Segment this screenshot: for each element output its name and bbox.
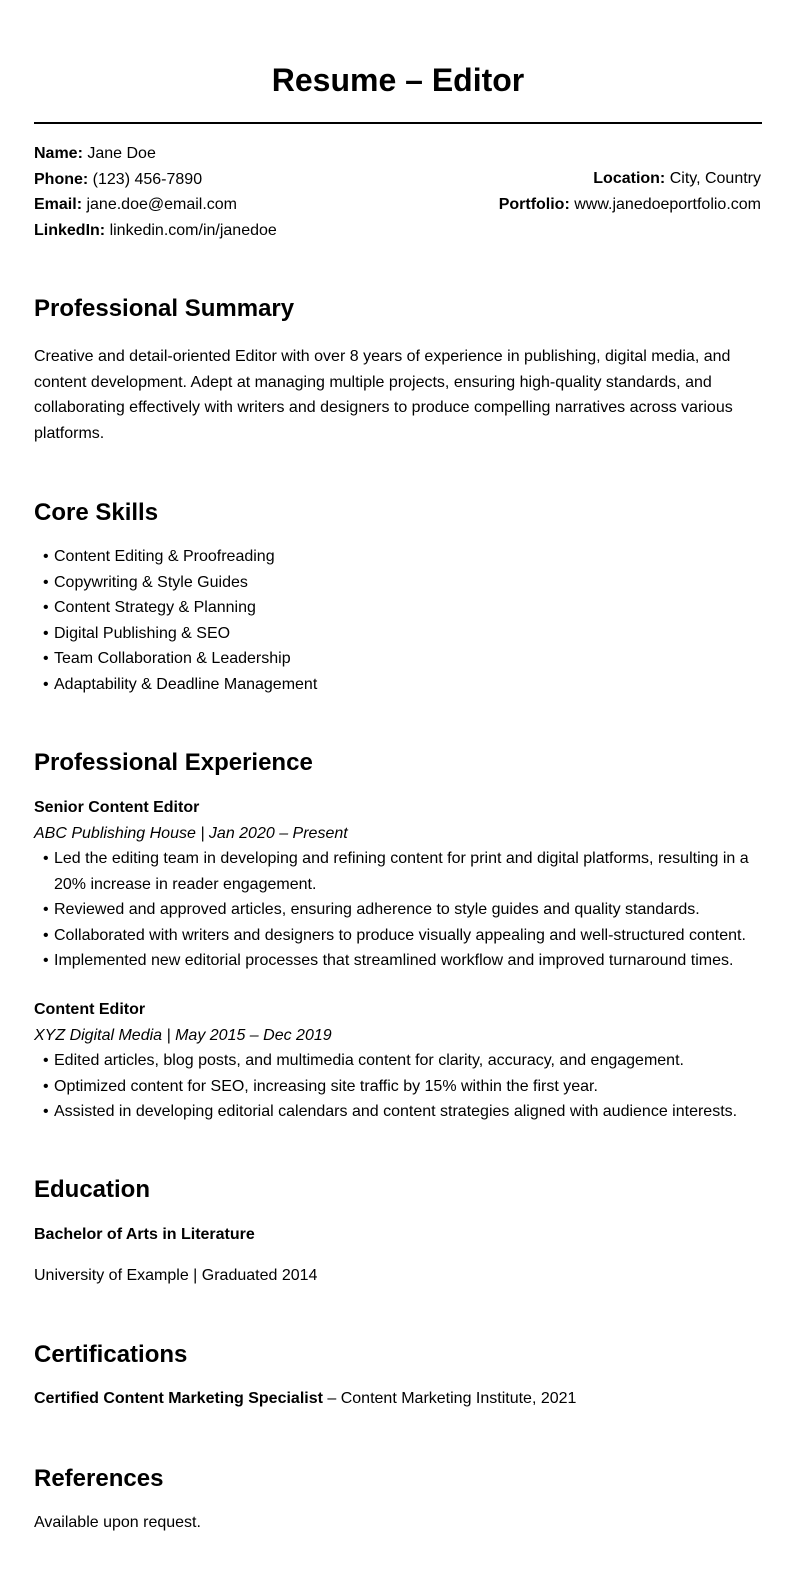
contact-location <box>401 166 761 192</box>
skills-heading: Core Skills <box>34 499 159 526</box>
education-school-block <box>34 1263 764 1289</box>
skill-item: • Digital Publishing & SEO <box>34 621 764 647</box>
education-degree: Bachelor of Arts in Literature <box>34 1226 255 1243</box>
location-value: City, Country <box>669 170 761 187</box>
contact-name <box>34 141 394 167</box>
phone-value: (123) 456-7890 <box>92 170 203 188</box>
job-bullet: • Edited articles, blog posts, and multimedia content for clarity, accuracy, and engagement. <box>34 1048 764 1074</box>
job-bullet: • Collaborated with writers and designers to produce visually appealing and well-structured content. <box>34 923 764 949</box>
linkedin-value: linkedin.com/in/janedoe <box>109 221 277 239</box>
summary-section <box>34 344 764 446</box>
job-bullet: • Reviewed and approved articles, ensuring adherence to style guides and quality standards. <box>34 897 764 923</box>
job-bullet: • Assisted in developing editorial calendars and content strategies aligned with audience interests. <box>34 1099 764 1125</box>
summary-text: Creative and detail-oriented Editor with over 8 years of experience in publishing, digital media, and content development. Adept at managing multiple projects, ensuring high-quality standards, and collaborating effectively with writers and designers to produce compelling narratives across various platforms. <box>34 348 733 442</box>
job-title: Senior Content Editor <box>34 799 200 816</box>
title-divider <box>34 122 762 124</box>
job-title: Content Editor <box>34 1001 146 1018</box>
references-heading: References <box>34 1465 164 1492</box>
name-label: Name: <box>34 145 83 162</box>
skills-section <box>34 544 764 697</box>
contact-right <box>401 166 761 217</box>
contact-left <box>34 141 394 243</box>
job-meta: XYZ Digital Media | May 2015 – Dec 2019 <box>34 1026 332 1044</box>
job-bullets <box>34 846 764 974</box>
email-value: jane.doe@email.com <box>86 196 238 213</box>
certification-name: Certified Content Marketing Specialist <box>34 1390 323 1407</box>
location-label: Location: <box>593 170 666 187</box>
references-text: Available upon request. <box>34 1514 201 1531</box>
education-section <box>34 1222 764 1248</box>
portfolio-value: www.janedoeportfolio.com <box>574 195 761 213</box>
job-bullet: • Optimized content for SEO, increasing site traffic by 15% within the first year. <box>34 1074 764 1100</box>
portfolio-label: Portfolio: <box>498 195 570 213</box>
contact-email <box>34 192 394 218</box>
education-heading: Education <box>34 1176 151 1203</box>
contact-phone <box>34 167 394 193</box>
page-title: Resume – Editor <box>271 62 525 98</box>
skill-item: • Copywriting & Style Guides <box>34 570 764 596</box>
skill-item: • Team Collaboration & Leadership <box>34 646 764 672</box>
certification-item <box>34 1386 764 1412</box>
name-value: Jane Doe <box>87 145 156 162</box>
skill-item: • Content Editing & Proofreading <box>34 544 764 570</box>
skill-item: • Content Strategy & Planning <box>34 595 764 621</box>
email-label: Email: <box>34 196 83 213</box>
contact-portfolio <box>401 192 761 218</box>
education-school: University of Example | Graduated 2014 <box>34 1267 318 1284</box>
skills-list <box>34 544 764 697</box>
job-bullet: • Implemented new editorial processes that streamlined workflow and improved turnaround times. <box>34 948 764 974</box>
certifications-section <box>34 1386 764 1412</box>
contact-linkedin <box>34 218 394 244</box>
job-senior-content-editor <box>34 795 764 974</box>
references-section <box>34 1510 764 1536</box>
skill-item: • Adaptability & Deadline Management <box>34 672 764 698</box>
experience-heading: Professional Experience <box>34 749 313 776</box>
job-meta: ABC Publishing House | Jan 2020 – Present <box>34 824 348 842</box>
job-bullet: • Led the editing team in developing and refining content for print and digital platforms, resulting in a 20% increase in reader engagement. <box>34 846 764 897</box>
summary-heading: Professional Summary <box>34 295 295 322</box>
certifications-heading: Certifications <box>34 1341 188 1368</box>
linkedin-label: LinkedIn: <box>34 221 106 239</box>
job-bullets <box>34 1048 764 1125</box>
job-content-editor <box>34 997 764 1125</box>
certification-detail: – Content Marketing Institute, 2021 <box>322 1390 577 1407</box>
phone-label: Phone: <box>34 170 89 188</box>
